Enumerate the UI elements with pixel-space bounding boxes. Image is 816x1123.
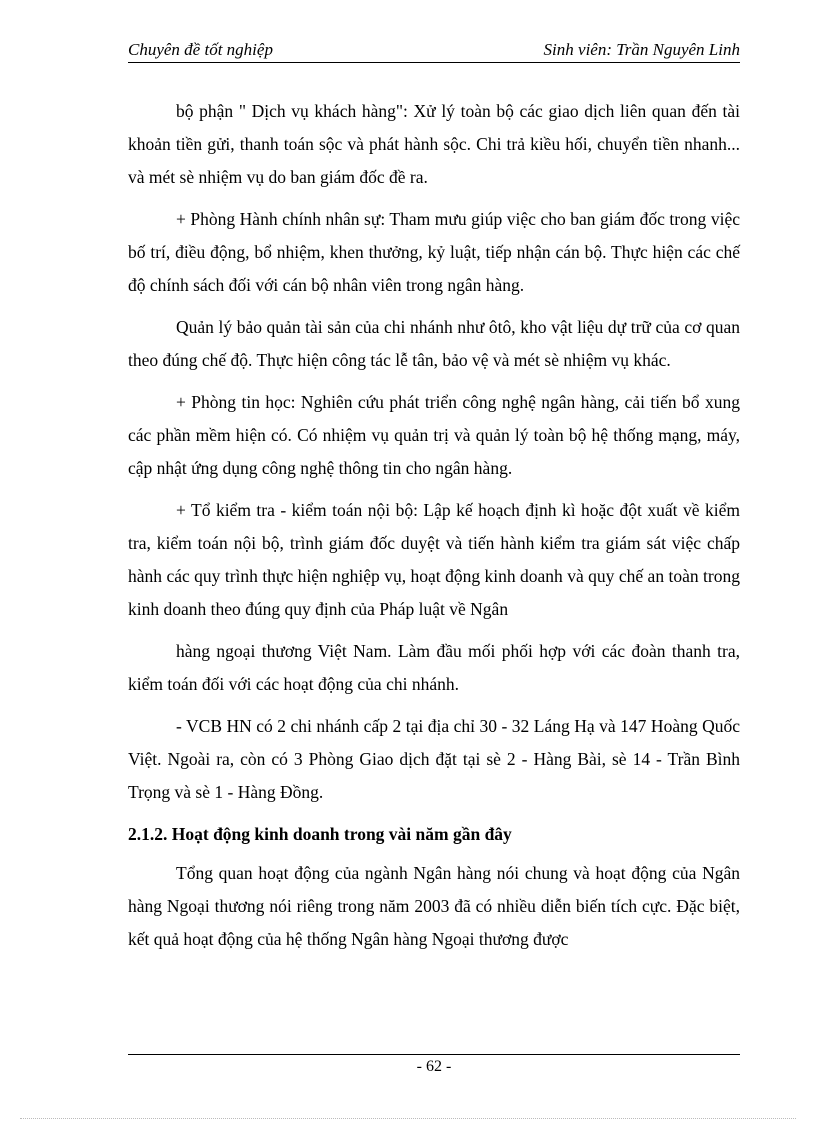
paragraph-it-department: + Phòng tin học: Nghiên cứu phát triển công nghệ ngân hàng, cải tiến bổ xung các phần mềm hiện có. Có nhiệm vụ quản trị và quản lý toàn bộ hệ thống mạng, máy, cập nhật ứng dụng công nghệ thông tin cho ngân hàng.	[128, 392, 740, 478]
page-header	[128, 38, 740, 63]
paragraph-business-overview: Tổng quan hoạt động của ngành Ngân hàng nói chung và hoạt động của Ngân hàng Ngoại thương nói riêng trong năm 2003 đã có nhiều diễn biến tích cực. Đặc biệt, kết quả hoạt động của hệ thống Ngân hàng Ngoại thương được	[128, 863, 740, 949]
paragraph-internal-audit: + Tổ kiểm tra - kiểm toán nội bộ: Lập kế hoạch định kì hoặc đột xuất về kiểm tra, kiểm toán nội bộ, trình giám đốc duyệt và tiến hành kiểm tra giám sát việc chấp hành các quy trình thực hiện nghiệp vụ, hoạt động kinh doanh và quy chế an toàn trong kinh doanh theo đúng quy định của Pháp luật về Ngân	[128, 500, 740, 619]
page-bottom-edge	[20, 1118, 796, 1119]
paragraph-customer-service: bộ phận " Dịch vụ khách hàng": Xử lý toàn bộ các giao dịch liên quan đến tài khoản tiền gửi, thanh toán sộc và phát hành sộc. Chi trả kiều hối, chuyển tiền nhanh... và mét sè nhiệm vụ do ban giám đốc đề ra.	[128, 101, 740, 187]
paragraph-asset-management: Quản lý bảo quản tài sản của chi nhánh như ôtô, kho vật liệu dự trữ của cơ quan theo đúng chế độ. Thực hiện công tác lễ tân, bảo vệ và mét sè nhiệm vụ khác.	[128, 317, 740, 370]
footer-divider	[128, 1054, 740, 1055]
paragraph-hr-department: + Phòng Hành chính nhân sự: Tham mưu giúp việc cho ban giám đốc trong việc bố trí, điều động, bổ nhiệm, khen thưởng, kỷ luật, tiếp nhận cán bộ. Thực hiện các chế độ chính sách đối với cán bộ nhân viên trong ngân hàng.	[128, 209, 740, 295]
section-heading: 2.1.2. Hoạt động kinh doanh trong vài năm gần đây	[128, 824, 512, 844]
paragraph-audit-coordination: hàng ngoại thương Việt Nam. Làm đầu mối phối hợp với các đoàn thanh tra, kiểm toán đối với các hoạt động của chi nhánh.	[128, 641, 740, 694]
page-body	[128, 95, 740, 965]
header-document-title: Chuyên đề tốt nghiệp	[128, 40, 273, 59]
paragraph-branches: - VCB HN có 2 chi nhánh cấp 2 tại địa chỉ 30 - 32 Láng Hạ và 147 Hoàng Quốc Việt. Ngoài ra, còn có 3 Phòng Giao dịch đặt tại sè 2 - Hàng Bài, sè 14 - Trần Bình Trọng và sè 1 - Hàng Đồng.	[128, 716, 740, 802]
header-student-name: Sinh viên: Trần Nguyên Linh	[543, 40, 740, 59]
page-number: - 62 -	[416, 1058, 452, 1075]
